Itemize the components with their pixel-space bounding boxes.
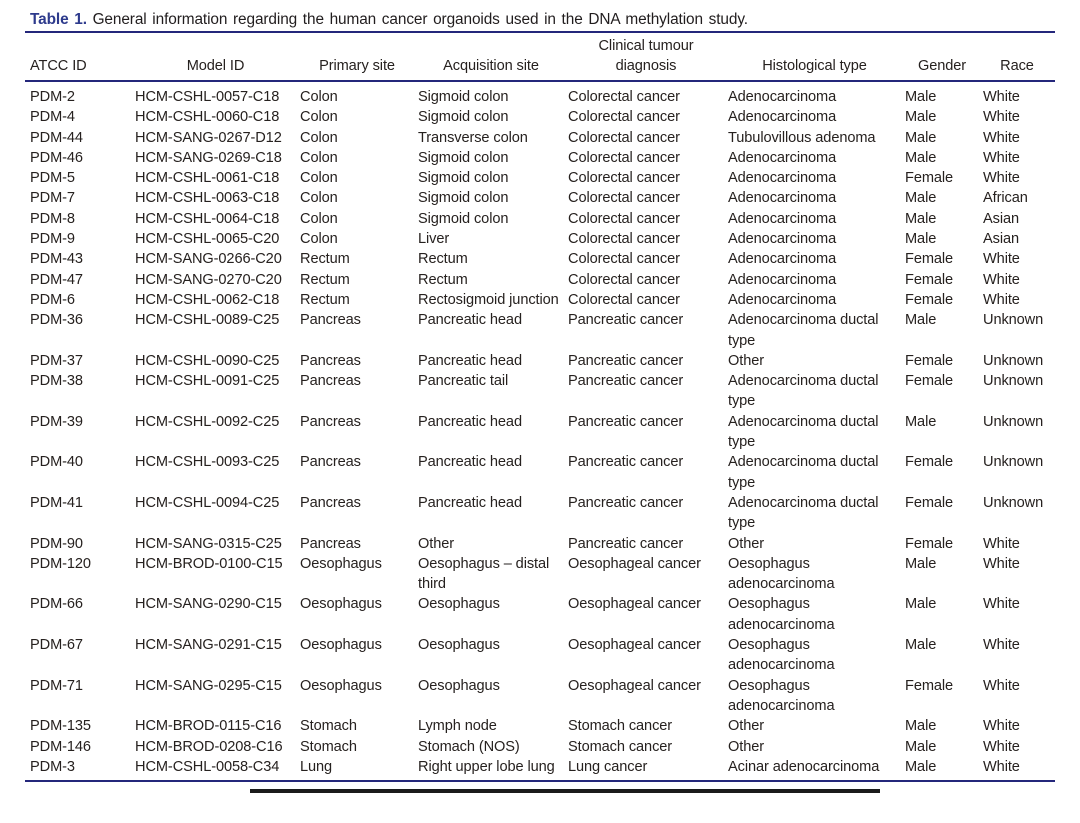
cell-acquisition_site: Other [418,535,454,552]
cell-histological_type: Adenocarcinoma ductal type [728,413,879,451]
cell-race: White [983,251,1020,268]
cell-atcc_id: PDM-2 [30,89,75,105]
cell-race: White [983,291,1020,308]
cell-race: White [983,596,1020,613]
cell-acquisition_site: Sigmoid colon [418,109,509,126]
cell-gender: Female [905,494,954,511]
cell-gender: Male [905,149,937,166]
cell-race: White [983,738,1020,755]
cell-gender: Female [905,677,954,694]
cell-primary_site: Lung [300,758,333,775]
table-row [25,81,1055,107]
cell-primary_site: Colon [300,170,338,187]
cell-clinical_tumour_diagnosis: Stomach cancer [568,738,673,755]
cell-primary_site: Pancreas [300,413,361,430]
cell-atcc_id: PDM-7 [30,190,75,207]
cell-atcc_id: PDM-4 [30,109,75,126]
cell-acquisition_site: Oesophagus – distal third [418,555,550,593]
table-row [25,310,1055,351]
column-header-histological-type: Histological type [728,32,905,81]
cell-clinical_tumour_diagnosis: Pancreatic cancer [568,352,684,369]
cell-race: White [983,555,1020,572]
cell-acquisition_site: Sigmoid colon [418,190,509,207]
cell-clinical_tumour_diagnosis: Colorectal cancer [568,109,680,126]
cell-model_id: HCM-CSHL-0063-C18 [135,190,280,207]
cell-acquisition_site: Sigmoid colon [418,210,509,227]
cell-histological_type: Adenocarcinoma [728,190,837,207]
cell-histological_type: Other [728,535,764,552]
table-row [25,351,1055,371]
cell-atcc_id: PDM-90 [30,535,83,552]
table-row [25,716,1055,736]
cell-clinical_tumour_diagnosis: Pancreatic cancer [568,373,684,390]
cell-gender: Female [905,535,954,552]
cell-clinical_tumour_diagnosis: Colorectal cancer [568,251,680,268]
cell-gender: Male [905,231,937,248]
table-row [25,290,1055,310]
cell-model_id: HCM-CSHL-0091-C25 [135,373,280,390]
cell-histological_type: Other [728,738,764,755]
cell-gender: Male [905,555,937,572]
cell-model_id: HCM-CSHL-0093-C25 [135,454,280,471]
table-header-row [25,32,1055,81]
cell-gender: Male [905,718,937,735]
column-header-model-id: Model ID [135,32,300,81]
cell-histological_type: Adenocarcinoma [728,271,837,288]
cell-acquisition_site: Rectum [418,251,468,268]
cell-atcc_id: PDM-146 [30,738,91,755]
cell-model_id: HCM-CSHL-0058-C34 [135,758,280,775]
cell-acquisition_site: Pancreatic tail [418,373,509,390]
cell-primary_site: Colon [300,190,338,207]
cell-acquisition_site: Pancreatic head [418,454,522,471]
cell-primary_site: Stomach [300,718,357,735]
cell-acquisition_site: Rectum [418,271,468,288]
table-header [25,32,1055,81]
cell-clinical_tumour_diagnosis: Pancreatic cancer [568,494,684,511]
cell-atcc_id: PDM-8 [30,210,75,227]
cell-atcc_id: PDM-71 [30,677,83,694]
cell-race: White [983,170,1020,187]
cell-atcc_id: PDM-41 [30,494,83,511]
cell-race: White [983,129,1020,146]
cell-primary_site: Stomach [300,738,357,755]
table-row [25,635,1055,676]
cell-atcc_id: PDM-6 [30,291,75,308]
table-row [25,676,1055,717]
cell-histological_type: Adenocarcinoma [728,251,837,268]
cell-histological_type: Adenocarcinoma ductal type [728,312,879,349]
cell-model_id: HCM-CSHL-0060-C18 [135,109,280,126]
cell-histological_type: Oesophagus adenocarcinoma [728,596,835,633]
cell-atcc_id: PDM-135 [30,718,91,735]
cell-gender: Male [905,596,937,613]
column-header-atcc-id: ATCC ID [25,32,135,81]
table-row [25,128,1055,148]
table-row [25,534,1055,554]
cell-model_id: HCM-BROD-0115-C16 [135,718,282,735]
cell-clinical_tumour_diagnosis: Stomach cancer [568,718,673,735]
cell-model_id: HCM-SANG-0291-C15 [135,637,282,654]
cell-histological_type: Adenocarcinoma ductal type [728,373,879,410]
cell-clinical_tumour_diagnosis: Pancreatic cancer [568,312,684,329]
cell-atcc_id: PDM-47 [30,271,83,288]
cell-race: Unknown [983,454,1044,471]
table-row [25,554,1055,595]
cell-model_id: HCM-CSHL-0057-C18 [135,89,280,105]
cell-model_id: HCM-CSHL-0092-C25 [135,413,280,430]
cell-atcc_id: PDM-46 [30,149,83,166]
table-row [25,452,1055,493]
cell-histological_type: Adenocarcinoma [728,291,837,308]
column-header-race: Race [983,32,1055,81]
cell-clinical_tumour_diagnosis: Colorectal cancer [568,149,680,166]
cell-atcc_id: PDM-5 [30,170,75,187]
cell-gender: Male [905,89,937,105]
table-row [25,209,1055,229]
table-caption-label: Table 1. [30,11,87,28]
cell-primary_site: Oesophagus [300,555,382,572]
cell-clinical_tumour_diagnosis: Pancreatic cancer [568,413,684,430]
cell-gender: Male [905,109,937,126]
cell-atcc_id: PDM-67 [30,637,83,654]
cell-histological_type: Other [728,352,764,369]
cell-primary_site: Rectum [300,251,350,268]
cell-gender: Male [905,190,937,207]
cell-acquisition_site: Pancreatic head [418,312,522,329]
cell-model_id: HCM-CSHL-0090-C25 [135,352,280,369]
cell-primary_site: Pancreas [300,352,361,369]
cell-model_id: HCM-SANG-0295-C15 [135,677,282,694]
cell-clinical_tumour_diagnosis: Oesophageal cancer [568,677,701,694]
cell-race: White [983,637,1020,654]
cell-clinical_tumour_diagnosis: Colorectal cancer [568,89,680,105]
cell-clinical_tumour_diagnosis: Colorectal cancer [568,271,680,288]
cell-acquisition_site: Sigmoid colon [418,170,509,187]
cell-gender: Male [905,413,937,430]
organoid-info-table [25,31,1055,782]
cell-model_id: HCM-SANG-0290-C15 [135,596,282,613]
cell-acquisition_site: Oesophagus [418,677,500,694]
cell-histological_type: Adenocarcinoma [728,149,837,166]
cell-gender: Female [905,251,954,268]
table-row [25,229,1055,249]
table-row [25,493,1055,534]
cell-histological_type: Adenocarcinoma [728,170,837,187]
cell-histological_type: Oesophagus adenocarcinoma [728,677,835,714]
cell-clinical_tumour_diagnosis: Colorectal cancer [568,291,680,308]
cell-clinical_tumour_diagnosis: Pancreatic cancer [568,454,684,471]
cell-primary_site: Pancreas [300,454,361,471]
table-body [25,81,1055,781]
cell-gender: Male [905,312,937,329]
cell-clinical_tumour_diagnosis: Pancreatic cancer [568,535,684,552]
cell-race: White [983,718,1020,735]
table-row [25,270,1055,290]
cell-primary_site: Oesophagus [300,677,382,694]
table-row [25,107,1055,127]
cell-model_id: HCM-BROD-0208-C16 [135,738,283,755]
cell-histological_type: Adenocarcinoma [728,89,837,105]
cell-race: Asian [983,210,1020,227]
cell-model_id: HCM-SANG-0270-C20 [135,271,282,288]
cell-clinical_tumour_diagnosis: Oesophageal cancer [568,637,701,654]
cell-model_id: HCM-CSHL-0094-C25 [135,494,280,511]
cell-primary_site: Pancreas [300,535,361,552]
cell-race: Unknown [983,352,1044,369]
cell-acquisition_site: Liver [418,231,450,248]
table-caption-text: General information regarding the human cancer organoids used in the DNA methylation study. [92,11,748,28]
cell-gender: Male [905,129,937,146]
cell-gender: Male [905,210,937,227]
table-row [25,249,1055,269]
cell-race: White [983,271,1020,288]
cell-primary_site: Colon [300,109,338,126]
cell-acquisition_site: Oesophagus [418,596,500,613]
cell-model_id: HCM-CSHL-0064-C18 [135,210,280,227]
cell-histological_type: Oesophagus adenocarcinoma [728,555,835,593]
cell-histological_type: Oesophagus adenocarcinoma [728,637,835,674]
cell-acquisition_site: Pancreatic head [418,413,522,430]
cell-histological_type: Adenocarcinoma ductal type [728,494,879,532]
cell-primary_site: Oesophagus [300,637,382,654]
cell-primary_site: Rectum [300,271,350,288]
cell-primary_site: Colon [300,231,338,248]
cell-model_id: HCM-CSHL-0065-C20 [135,231,280,248]
cell-primary_site: Oesophagus [300,596,382,613]
cell-atcc_id: PDM-40 [30,454,83,471]
cell-race: White [983,535,1020,552]
table-row [25,757,1055,781]
cell-atcc_id: PDM-39 [30,413,83,430]
cell-clinical_tumour_diagnosis: Colorectal cancer [568,170,680,187]
cell-clinical_tumour_diagnosis: Colorectal cancer [568,231,680,248]
cell-model_id: HCM-SANG-0315-C25 [135,535,282,552]
cell-model_id: HCM-SANG-0267-D12 [135,129,282,146]
cell-model_id: HCM-CSHL-0062-C18 [135,291,280,308]
cell-atcc_id: PDM-38 [30,373,83,390]
table-row [25,168,1055,188]
cell-histological_type: Other [728,718,764,735]
cell-primary_site: Pancreas [300,494,361,511]
cell-gender: Female [905,373,954,390]
cell-model_id: HCM-CSHL-0089-C25 [135,312,280,329]
table-caption [30,9,1080,31]
cell-gender: Female [905,291,954,308]
column-header-clinical-tumour-diagnosis: Clinical tumour diagnosis [568,32,728,81]
cell-gender: Male [905,738,937,755]
cell-model_id: HCM-SANG-0266-C20 [135,251,282,268]
cell-atcc_id: PDM-43 [30,251,83,268]
table-row [25,412,1055,453]
cell-histological_type: Acinar adenocarcinoma [728,758,880,775]
cell-clinical_tumour_diagnosis: Colorectal cancer [568,190,680,207]
cell-clinical_tumour_diagnosis: Oesophageal cancer [568,596,701,613]
cell-model_id: HCM-BROD-0100-C15 [135,555,283,572]
table-row [25,594,1055,635]
cell-gender: Male [905,637,937,654]
cell-model_id: HCM-SANG-0269-C18 [135,149,282,166]
cell-gender: Female [905,271,954,288]
cell-acquisition_site: Rectosigmoid junction [418,291,559,308]
cell-acquisition_site: Pancreatic head [418,352,522,369]
cell-model_id: HCM-CSHL-0061-C18 [135,170,280,187]
cell-primary_site: Pancreas [300,312,361,329]
cell-clinical_tumour_diagnosis: Oesophageal cancer [568,555,701,572]
cell-primary_site: Colon [300,89,338,105]
cell-primary_site: Rectum [300,291,350,308]
table-row [25,148,1055,168]
cell-atcc_id: PDM-120 [30,555,91,572]
cell-gender: Female [905,454,954,471]
next-table-top-rule [250,789,880,793]
cell-histological_type: Tubulovillous adenoma [728,129,876,146]
cell-race: White [983,758,1020,775]
cell-acquisition_site: Lymph node [418,718,497,735]
cell-histological_type: Adenocarcinoma ductal type [728,454,879,491]
cell-acquisition_site: Right upper lobe lung [418,758,555,775]
cell-primary_site: Colon [300,149,338,166]
cell-race: Unknown [983,413,1044,430]
cell-race: Asian [983,231,1020,248]
cell-race: Unknown [983,373,1044,390]
column-header-gender: Gender [905,32,983,81]
cell-race: Unknown [983,494,1044,511]
cell-clinical_tumour_diagnosis: Lung cancer [568,758,648,775]
cell-primary_site: Colon [300,129,338,146]
table-row [25,737,1055,757]
cell-race: African [983,190,1028,207]
cell-gender: Female [905,170,954,187]
cell-acquisition_site: Sigmoid colon [418,89,509,105]
column-header-acquisition-site: Acquisition site [418,32,568,81]
cell-race: White [983,89,1020,105]
cell-acquisition_site: Pancreatic head [418,494,522,511]
cell-gender: Female [905,352,954,369]
cell-race: White [983,677,1020,694]
cell-race: White [983,149,1020,166]
cell-atcc_id: PDM-9 [30,231,75,248]
cell-atcc_id: PDM-36 [30,312,83,329]
cell-acquisition_site: Oesophagus [418,637,500,654]
column-header-primary-site: Primary site [300,32,418,81]
cell-clinical_tumour_diagnosis: Colorectal cancer [568,210,680,227]
cell-primary_site: Colon [300,210,338,227]
cell-gender: Male [905,758,937,775]
cell-race: White [983,109,1020,126]
cell-race: Unknown [983,312,1044,329]
cell-acquisition_site: Transverse colon [418,129,528,146]
table-row [25,371,1055,412]
cell-atcc_id: PDM-37 [30,352,83,369]
table-row [25,188,1055,208]
cell-acquisition_site: Sigmoid colon [418,149,509,166]
cell-clinical_tumour_diagnosis: Colorectal cancer [568,129,680,146]
cell-histological_type: Adenocarcinoma [728,210,837,227]
cell-acquisition_site: Stomach (NOS) [418,738,520,755]
cell-primary_site: Pancreas [300,373,361,390]
cell-histological_type: Adenocarcinoma [728,109,837,126]
cell-atcc_id: PDM-44 [30,129,83,146]
cell-histological_type: Adenocarcinoma [728,231,837,248]
cell-atcc_id: PDM-66 [30,596,83,613]
cell-atcc_id: PDM-3 [30,758,75,775]
